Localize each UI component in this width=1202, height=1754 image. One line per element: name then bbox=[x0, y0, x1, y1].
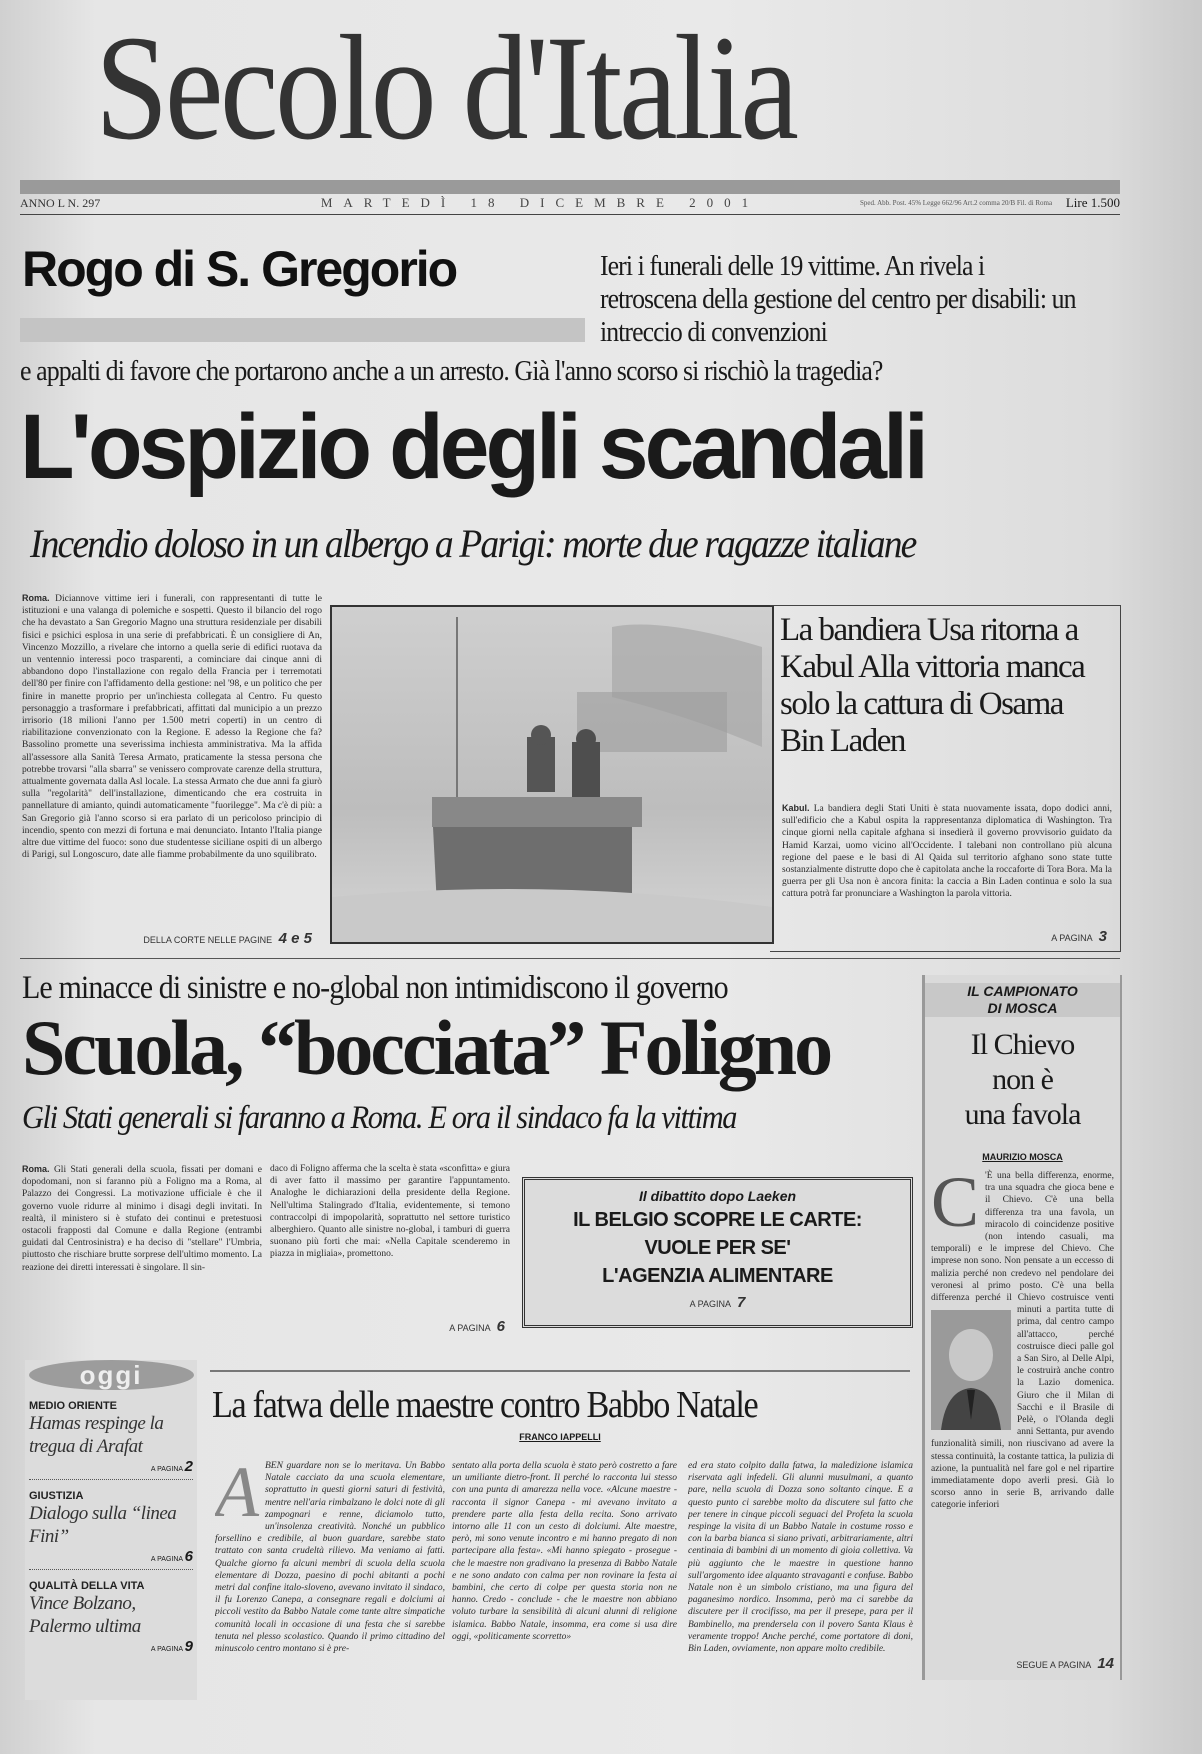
lead-page-reference[interactable]: DELLA CORTE NELLE PAGINE 4 e 5 bbox=[143, 930, 312, 947]
mosca-body: C 'È una bella differenza, enorme, tra una squadra che gioca bene e il Chievo. C'è una bella differenza tra una favola, un miracolo di coincidenze positive (non intendo casuali, ma temporali) e le imprese del Chievo. Che imprese non sono. Non pensate a un eccesso di malizia perché non credevo nel pendolare dei veronesi al primo posto. C'è una bella differenza perché il Chievo costruisce venti minuti a partita tutte di prima, dal centro campo all'attacco, perché costruisce dieci palle gol a San Siro, al Delle Alpi, le costruirà anche contro la Lazio domenica. Giuro che il Milan di Sacchi e il Brasile di Pelè, o l'Olanda degli anni Settanta, pur avendo funzionalità simili, non riuscivano ad avere la stessa continuità, la costante tattica, la pulizia di azione, la puntualità nel fare gol e nel ripartire immediatamente dopo averli presi. Già lo scorso anno in serie B, arrivando dalle categorie inferiori bbox=[931, 1162, 1115, 1511]
mosca-kicker: IL CAMPIONATO DI MOSCA bbox=[925, 983, 1120, 1017]
oggi-item-qualita-della-vita[interactable]: QUALITÀ DELLA VITA Vince Bolzano, Palermo ultima A PAGINA 9 bbox=[29, 1580, 193, 1655]
fatwa-top-rule bbox=[210, 1370, 910, 1372]
kabul-article-body bbox=[782, 802, 1112, 917]
dropcap: C bbox=[931, 1162, 980, 1242]
lead-deck-continued: e appalti di favore che portarono anche a un arresto. Già l'anno scorso si rischiò la tragedia? bbox=[20, 356, 883, 387]
dateline-city: Roma. bbox=[22, 1164, 50, 1174]
lead-kicker: Rogo di S. Gregorio bbox=[22, 241, 457, 297]
scuola-topline: Le minacce di sinistre e no-global non intimidiscono il governo bbox=[22, 970, 728, 1006]
kabul-page-reference[interactable]: A PAGINA 3 bbox=[1051, 928, 1107, 945]
fatwa-column-3: ed era stato colpito dalla fatwa, la maledizione islamica riservata agli infedeli. Gli alunni musulmani, a quanto pare, nella scuola di Dozza sono soltanto cinque. E a questo punto ci sarebbe molto da discutere sul fatto che per tenere in cinque piccoli seguaci del Profeta la scuola respinge la visita di un Babbo Natale in costume rosso e con la barba bianca si siano privati, arbitrariamente, altri centinaia di bambini di un momento di gioia collettiva. Va più aggiunto che le maestre in questione hanno sull'argomento idee alquanto stravaganti e confuse. Babbo Natale non è un simbolo cristiano, ma una figura del paganesimo nordico. Insomma, però ma ci sarebbe da discutere per il crocifisso, ma per il presepe, para per il Bambinello, ma prendersela con il povero Santa Klaus è veramente troppo! Anche perché, come portatore di doni, Bin Laden, ovviamente, non appare molto credibile. bbox=[688, 1461, 913, 1655]
oggi-label: oggi bbox=[29, 1360, 194, 1390]
mosca-byline: MAURIZIO MOSCA bbox=[982, 1152, 1063, 1162]
fatwa-byline: FRANCO IAPPELLI bbox=[519, 1432, 601, 1442]
scuola-subhead: Gli Stati generali si faranno a Roma. E ora il sindaco fa la vittima bbox=[22, 1100, 737, 1136]
lead-article-body bbox=[22, 592, 322, 917]
scuola-column-1: Roma. Gli Stati generali della scuola, fissati per domani e dopodomani, non si faranno più a Foligno ma a Roma, al Palazzo dei Congressi. La motivazione ufficiale è che il governo vuole ridurre al minimo i disagi degli invitati. In realtà, il ministero si è stufato dei continui e pretestuosi ostacoli frapposti dal Comune e dalla Regione (entrambi guidati dal Centrosinistra) e ha deciso di "stellare" l'Umbria, piuttosto che rischiare brutte sorprese dell'ultimo momento. La reazione dei diretti interessati è singolare. Il sin- bbox=[22, 1164, 262, 1273]
mosca-title: Il Chievo non è una favola bbox=[964, 1028, 1081, 1131]
author-portrait-icon bbox=[931, 1310, 1011, 1430]
issue-date: MARTEDÌ 18 DICEMBRE 2001 bbox=[320, 195, 760, 210]
author-photo bbox=[931, 1310, 1011, 1430]
laeken-page-reference[interactable]: A PAGINA 7 bbox=[689, 1294, 746, 1311]
dateline-city: Roma. bbox=[22, 593, 50, 603]
laeken-headline-line-3: L'AGENZIA ALIMENTARE bbox=[602, 1265, 833, 1287]
scuola-headline: Scuola, “bocciata” Foligno bbox=[22, 1004, 831, 1091]
scuola-column-2: daco di Foligno afferma che la scelta è stata «sconfitta» e giura di aver fatto il massimo per garantire l'appuntamento. Analoghe le dichiarazioni della presidente della Regione. Nell'ultima Stalingrado d'Italia, evidentemente, si temono contraccolpi di impopolarità, soprattutto nel settore turistico alberghiero. Quanto alle sinistre no-global, i tamburi di guerra suonano più forti che mai: «Nella Capitale scenderemo in piazza in migliaia», promettono. bbox=[270, 1164, 510, 1260]
fatwa-headline: La fatwa delle maestre contro Babbo Natale bbox=[212, 1384, 758, 1426]
kabul-body-text: La bandiera degli Stati Uniti è stata nuovamente issata, dopo dodici anni, sull'edificio che a Kabul ospita la rappresentanza diplomatica di Washington. Tra cinque giorni nella capitale afghana si insedierà il governo provvisorio guidato da Hamid Karzai, uomo vicino all'Occidente. I talebani non controllano più alcuna regione del paese e le basi di Al Qaida sul territorio afghano sono state tutte sostanzialmente distrutte dopo che è capitolata anche la roccaforte di Tora Bora. Ma la guerra per gli Usa non è ancora finita: la caccia a Bin Laden continua e solo la sua cattura potrà far pronunciare a Washington la parola vittoria. bbox=[782, 804, 1112, 900]
masthead-title: Secolo d'Italia bbox=[95, 5, 796, 171]
armored-vehicle-image bbox=[332, 607, 772, 942]
lead-deck: Ieri i funerali delle 19 vittime. An rivela i retroscena della gestione del centro per disabili: un intreccio di convenzioni bbox=[600, 251, 1076, 348]
kabul-photo bbox=[330, 605, 774, 944]
postal-legal-note: Sped. Abb. Post. 45% Legge 662/96 Art.2 comma 20/B Fil. di Roma bbox=[860, 199, 1053, 207]
issue-number: ANNO L N. 297 bbox=[20, 195, 101, 210]
laeken-box bbox=[522, 1177, 913, 1328]
fatwa-column-1: A BEN guardare non se lo meritava. Un Babbo Natale cacciato da una scuola elementare, soprattutto in questi giorni saturi di festività, mentre nell'aria rimbalzano le dolci note di gli zampognari e renne, diciamolo tutto, un'insolenza creatività. Nonché un pubblico forsellino e credibile, al buon guardare, sarebbe stato trattato con santa crudeltà rilievo. Ma veniamo ai fatti. Qualche giorno fa alcuni membri di scuola della scuola elementare di Dozza, paesino di pochi abitanti a pochi metri dal confine italo-sloveno, avevano invitato il sindaco, il fu Lorenzo Canepa, a consegnare regali e dolciumi ai piccoli vestito da Babbo Natale come tante altre simpatiche comunità locali in occasione di una festa che si sarebbe tenuta nel plesso scolastico. Quando il primo cittadino del minuscolo centro montano si è pre- bbox=[215, 1460, 445, 1655]
mosca-column bbox=[922, 975, 1122, 1680]
dropcap: A bbox=[215, 1460, 259, 1532]
issue-price: Lire 1.500 bbox=[1065, 195, 1120, 210]
fatwa-column-2: sentato alla porta della scuola è stato però costretto a fare un umiliante dietro-front. Il perché lo racconta lui stesso con una punta di amarezza nella voce. «Alcune maestre - racconta il signor Canepa - mi avevano invitato a prendere parte alla festa della recita. Sono arrivato intorno alle 11 con un cesto di dolciumi. Alte maestre, però, mi sono venute incontro e mi hanno pregato di non partecipare alla festa». «Mi hanno spiegato - prosegue - che le maestre non gradivano la presenza di Babbo Natale e ne sono andato con calma per non rovinare la festa ai bambini, che certo di colpe per questa storia non ne hanno. Credo - conclude - che le maestre non abbiano voluto turbare la sensibilità di alcuni alunni di religione islamica. Babbo Natale, insomma, era come si usa dire oggi, «politicamente scorretto» bbox=[452, 1461, 677, 1642]
lead-body-text: Diciannove vittime ieri i funerali, con rappresentanti di tutte le istituzioni e una valanga di polemiche e sospetti. Questo il bilancio del rogo che ha devastato a San Gregorio Magno una struttura residenziale per disabili fisici e psichici esplosa in una serie di prefabbricati. È un consigliere di An, Vincenzo Mozzillo, a rivelare che intorno a quella serie di edifici ruotava da un ventennio interessi poco trasparenti, a cominciare dai cinque anni di abbandono dopo l'installazione con regalo della Francia per i terremotati dell'80 per finire con l'affidamento della gestione: nel '98, e un politico che per finire in manette proprio per un'inchiesta collegata al Centro. Fu questo personaggio a trasformare i prefabbricati, affittati dal municipio a un prezzo irrisorio (18 milioni l'anno per 1.500 metri coperti) in un centro di riabilitazione convenzionato con la Regione. E adesso la Regione che fa? Bassolino promette una severissima inchiesta amministrativa. Ma la affida all'assessore alla Sanità Teresa Armato, praticamente la stessa persona che potrebbe trovarsi "alla sbarra" se venissero comprovate carenze della struttura, attualmente governata dalla Asl locale. La stessa Armato che due anni fa giurò sulla "regolarità" dell'installazione, dimenticando che era costruita in pannellature di amianto, quindi automaticamente "fuorilegge". Ma c'è di più: a San Gregorio già l'anno scorso si era parlato di un pericoloso principio di incendio, spento con mezzi di fortuna e mai denunciato. Intanto l'Italia piange altre due vittime del fuoco: sono due studentesse siciliane ospiti di un albergo di Parigi, sul Longoscuro, date alle fiamme probabilmente da uno squilibrato. bbox=[22, 594, 322, 861]
laeken-headline-line-2: VUOLE PER SE' bbox=[644, 1237, 791, 1259]
section-divider bbox=[20, 958, 1120, 959]
mosca-page-reference[interactable]: SEGUE A PAGINA 14 bbox=[1016, 1655, 1114, 1672]
oggi-item-medio-oriente[interactable]: MEDIO ORIENTE Hamas respinge la tregua di Arafat A PAGINA 2 bbox=[25, 1400, 197, 1480]
oggi-sidebar bbox=[25, 1360, 197, 1700]
scuola-page-reference[interactable]: A PAGINA 6 bbox=[449, 1318, 505, 1335]
dateline-city: Kabul. bbox=[782, 803, 810, 813]
dateline-rule bbox=[20, 214, 1120, 215]
lead-subhead: Incendio doloso in un albergo a Parigi: morte due ragazze italiane bbox=[30, 521, 916, 566]
oggi-item-giustizia[interactable]: GIUSTIZIA Dialogo sulla “linea Fini” A PAGINA 6 bbox=[25, 1490, 197, 1570]
dateline bbox=[20, 192, 1120, 214]
lead-headline: L'ospizio degli scandali bbox=[20, 396, 925, 498]
laeken-headline-line-1: IL BELGIO SCOPRE LE CARTE: bbox=[573, 1209, 862, 1231]
laeken-kicker: Il dibattito dopo Laeken bbox=[638, 1188, 797, 1204]
kicker-band bbox=[20, 318, 585, 342]
kabul-headline: La bandiera Usa ritorna a Kabul Alla vittoria manca solo la cattura di Osama Bin Laden bbox=[780, 612, 1085, 759]
